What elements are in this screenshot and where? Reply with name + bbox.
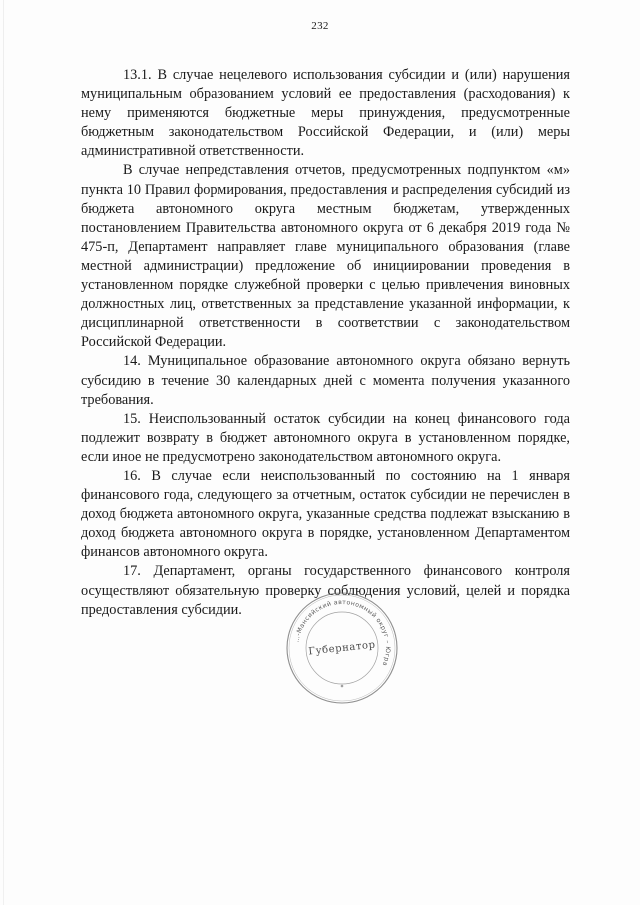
paragraph-17: 17. Департамент, органы государственного финансового контроля осуществляют обязательную проверку соблюдения условий, целей и порядка предоставления субсидии. bbox=[81, 563, 570, 618]
paragraph-13-1-reports: В случае непредставления отчетов, предусмотренных подпунктом «м» пункта 10 Правил формирования, предоставления и распределения субсидий из бюджета автономного округа местным бюджетам, утвержденных постановлением Правительства автономного округа от 6 декабря 2019 года № 475-п, Департамент направляет главе муниципального образования (главе местной администрации) предложение об инициировании проведения в установленном порядке служебной проверки с целью привлечения виновных должностных лиц, ответственных за представление указанной информации, к дисциплинарной ответственности в соответствии с законодательством Российской Федерации. bbox=[81, 162, 570, 351]
stamp-ring-text: …-Мансийский автономный округ – Югра bbox=[293, 598, 392, 667]
paragraph-16: 16. В случае если неиспользованный по состоянию на 1 января финансового года, следующего за отчетным, остаток субсидии не перечислен в доход бюджета автономного округа, указанные средства подлежат взысканию в доход бюджета автономного округа в порядке, установленном Департаментом финансов автономного округа. bbox=[81, 467, 570, 561]
paragraph-15: 15. Неиспользованный остаток субсидии на конец финансового года подлежит возврату в бюджет автономного округа в установленном порядке, если иное не предусмотрено законодательством автономного округа. bbox=[81, 410, 570, 465]
stamp-seal-icon bbox=[283, 589, 401, 707]
stamp-center-text: Губернатор bbox=[307, 639, 377, 658]
document-body bbox=[81, 66, 570, 620]
page-number: 232 bbox=[311, 20, 329, 32]
paragraph-14: 14. Муниципальное образование автономного округа обязано вернуть субсидию в течение 30 календарных дней с момента получения указанного требования. bbox=[81, 353, 570, 408]
scan-edge bbox=[3, 0, 4, 905]
official-stamp bbox=[283, 589, 401, 707]
paragraph-13-1: 13.1. В случае нецелевого использования субсидии и (или) нарушения муниципальным образованием условий ее предоставления (расходования) к нему применяются бюджетные меры принуждения, предусмотренные бюджетным законодательством Российской Федерации, и (или) меры административной ответственности. bbox=[81, 67, 570, 160]
